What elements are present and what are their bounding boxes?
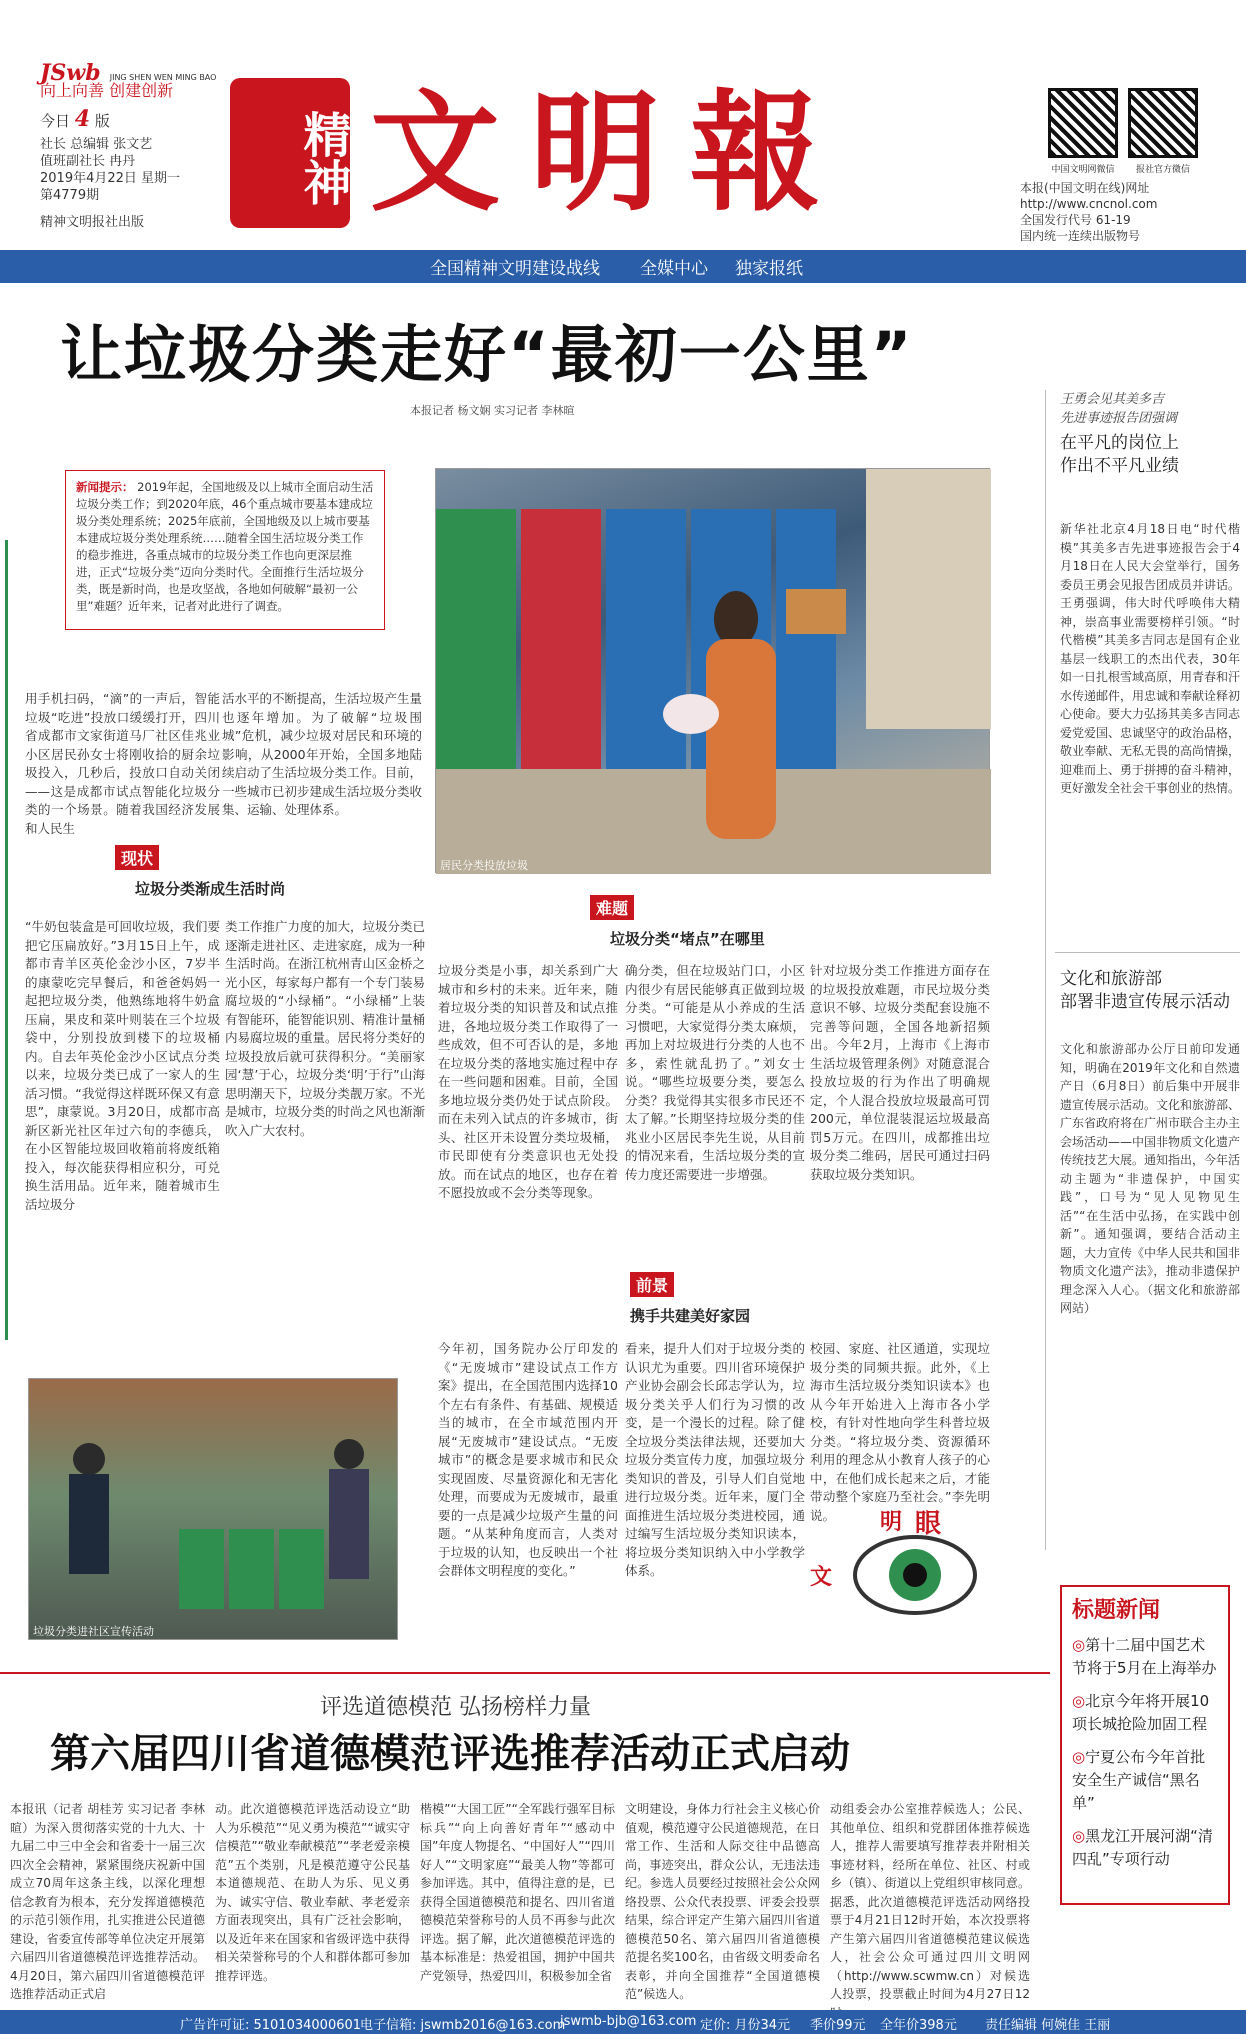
publisher: 精神文明报社出版 bbox=[40, 215, 145, 230]
brand-short: JSwb bbox=[40, 60, 101, 86]
masthead-right-info: 本报(中国文明在线)网址 http://www.cncnol.com 全国发行代号 61-19 国内统一连续出版物号 bbox=[1020, 181, 1158, 243]
today-pages: 今日 4 版 bbox=[40, 106, 110, 132]
slogan: 向上向善 创建创新 bbox=[40, 81, 174, 100]
footer-price-month: 定价: 月份34元 bbox=[700, 2018, 791, 2033]
headline-news-item[interactable]: ◎ 第十二届中国艺术节将于5月在上海举办 bbox=[1072, 1634, 1218, 1680]
bottom-headline: 第六届四川省道德模范评选推荐活动正式启动 bbox=[50, 1731, 850, 1777]
nav-item-3[interactable]: 独家报纸 bbox=[735, 259, 803, 279]
section-xianzhuang bbox=[115, 845, 285, 899]
bottom-column-3: 楷模”“大国工匠”“全军践行强军目标标兵”“向上向善好青年”“感动中国”年度人物提名、“中国好人”“四川好人”“文明家庭”“最美人物”等都可参加评选。其中，值得注意的是，已获得全国道德模范和提名、四川省道德模范荣誉称号的人员不再参与此次评选。据了解，此次道德模范评选的基本标准是：热爱祖国，拥护中国共产党领导，热爱四川，积极参加全省 bbox=[420, 1802, 615, 1983]
eye-label-2: 眼 bbox=[915, 1509, 942, 1539]
tip-text: 2019年起，全国地级及以上城市全面启动生活垃圾分类工作；到2020年底，46个重点城市要基本建成垃圾分类处理系统；2025年底前，全国地级及以上城市要基本建成垃圾分类处理系统……随着全国生活垃圾分类工作的稳步推进，各重点城市的垃圾分类工作也向更深层推进，正式“垃圾分类”迈向分类时代。全面推行生活垃圾分类，既是新时尚，也是攻坚战，各地如何破解“最初一公里”难题？近年来，记者对此进行了调查。 bbox=[76, 480, 374, 613]
eye-pupil bbox=[903, 1563, 927, 1587]
masthead-logo bbox=[230, 58, 970, 248]
footer-editors: 责任编辑 何婉佳 王丽 bbox=[985, 2018, 1111, 2033]
footer-price-quarter: 季价99元 bbox=[810, 2018, 866, 2033]
wenming-eye-logo bbox=[800, 1505, 990, 1635]
bottom-story-rule bbox=[0, 1672, 1050, 1674]
sec3-column-2: 看来，提升人们对于垃圾分类的认识尤为重要。四川省环境保护产业协会副会长邱志学认为，垃圾分类关乎人们行为习惯的改变，是一个漫长的过程。除了健全垃圾分类法律法规，还要加大垃圾分类宣传力度，加强垃圾分类知识的普及，引导人们自觉地进行垃圾分类。近年来，厦门全面推进生活垃圾分类进校园，通过编写生活垃圾分类知识读本，将垃圾分类知识纳入中小学教学体系。 bbox=[625, 1341, 805, 1578]
sec2-column-3: 针对垃圾分类工作推进方面存在的垃圾投放难题，市民垃圾分类意识不够、垃圾分类配套设施不完善等问题，全国各地新招频出。今年2月，上海市《上海市生活垃圾管理条例》对随意混合投放垃圾的行为作出了明确规定，个人混合投放垃圾最高可罚200元，单位混装混运垃圾最高罚5万元。在四川，成都推出垃圾分类二维码，居民可通过扫码获取垃圾分类知识。 bbox=[810, 963, 990, 1182]
logo-title: 文明報 bbox=[370, 76, 851, 229]
headline-news-box bbox=[1060, 1585, 1230, 1905]
news-tip-box bbox=[65, 470, 385, 630]
bottom-column-1: 本报讯（记者 胡桂芳 实习记者 李林暄）为深入贯彻落实党的十九大、十九届二中三中全会和省委十一届三次四次全会精神，紧紧围绕庆祝新中国成立70周年这条主线，以深化理想信念教育为根本，充分发挥道德模范的示范引领作用，扎实推进公民道德建设，省委宣传部等单位决定开展第六届四川省道德模范评选推荐活动。4月20日，第六届四川省道德模范评选推荐活动正式启 bbox=[10, 1802, 205, 2001]
green-accent-rule bbox=[5, 540, 8, 1340]
bottom-column-4: 文明建设，身体力行社会主义核心价值观，模范遵守公民道德规范，在日常工作、生活和人际交往中品德高尚，事迹突出，群众公认，无违法违纪。参选人员要经过按照社会公众网络投票、公众代表投票、评委会投票结果，综合评定产生第六届四川省道德模范50名、第六届四川省道德模范提名奖100名，由省级文明委命名表彰，并向全国推荐“全国道德模范”候选人。 bbox=[625, 1802, 820, 2001]
section-title: 垃圾分类渐成生活时尚 bbox=[135, 880, 286, 898]
photo-sorting-bins bbox=[435, 468, 990, 873]
intro-column-1: 用手机扫码，“滴”的一声后，智能垃圾“吃进”投放口缓缓打开，四川省成都市文家街道马厂社区佳兆业小区居民孙女士将刚收拾的厨余垃圾投入，几秒后，投放口自动关闭——这是成都市试点智能化垃圾分类的一个场景。随着我国经济发展和人民生 bbox=[25, 691, 220, 836]
issue-number: 第4779期 bbox=[40, 188, 100, 203]
sec3-column-1: 今年初，国务院办公厅印发的《“无废城市”建设试点工作方案》提出，在全国范围内选择10个左右有条件、有基础、规模适当的城市，在全市域范围内开展“无废城市”建设试点。“无废城市”的概念是要求城市和民众实现固废、尽量资源化和无害化处理，而要成为无废城市，最重要的一点是减少垃圾产生量的问题。“从某种角度而言，人类对于垃圾的认知，也反映出一个社会群体文明程度的变化。” bbox=[438, 1341, 618, 1578]
right-column-divider bbox=[1045, 390, 1046, 1550]
sec2-column-2: 确分类，但在垃圾站门口，小区内很少有居民能够真正做到垃圾分类。“可能是从小养成的生活习惯吧，大家觉得分类太麻烦，再加上对垃圾进行分类的人也不多，索性就乱扔了。”刘女士说。“哪些垃圾要分类，要怎么分类？我觉得其实很多市民还不太了解。”长期坚持垃圾分类的佳兆业小区居民李先生说，从目前的情况来看，生活垃圾分类的宣传力度还需要进一步增强。 bbox=[625, 963, 805, 1182]
story-qimei-duoji: 王勇会见其美多吉 先进事迹报告团强调 在平凡的岗位上 作出不平凡业绩 bbox=[1060, 392, 1179, 476]
masthead-nav-bar bbox=[0, 250, 1246, 280]
masthead-info bbox=[40, 82, 210, 231]
headline-news-title: 标题新闻 bbox=[1072, 1597, 1161, 1623]
nav-item-2[interactable]: 全媒中心 bbox=[640, 259, 708, 279]
intro-column-2: 活水平的不断提高，生活垃圾产生量也逐年增加。为了破解“垃圾围城”危机，减少垃圾对居民和环境的影响，从2000年开始，全国多地陆续启动了生活垃圾分类工作。目前，一些城市已初步建成生活垃圾分类收集、运输、处理体系。 bbox=[222, 691, 423, 817]
logo-seal-text: 精神 bbox=[295, 110, 351, 206]
headline-news-item[interactable]: ◎ 宁夏公布今年首批安全生产诚信“黑名单” bbox=[1072, 1746, 1218, 1815]
headline-news-item[interactable]: ◎ 北京今年将开展10项长城抢险加固工程 bbox=[1072, 1690, 1218, 1736]
story2-body: 文化和旅游部办公厅日前印发通知，明确在2019年文化和自然遗产日（6月8日）前后集中开展非遗宣传展示活动。文化和旅游部、广东省政府将在广州市联合主办主会场活动——中国非物质文化遗产传统技艺大展。通知指出，今年活动主题为“非遗保护，中国实践”，口号为“见人见物见生活”“在生活中弘扬，在实践中创新”。通知强调，要结合活动主题，大力宣传《中华人民共和国非物质文化遗产法》，推动非遗保护理念深入人心。（据文化和旅游部网站） bbox=[1060, 1042, 1241, 1315]
editor-line-2: 值班副社长 冉丹 bbox=[40, 154, 136, 169]
photo2-caption: 垃圾分类进社区宣传活动 bbox=[33, 1625, 154, 1638]
tip-label: 新闻提示： bbox=[76, 480, 134, 494]
sec1-column-2: 类工作推广力度的加大，垃圾分类已逐渐走进社区、走进家庭，成为一种生活时尚。在浙江杭州青山区金桥之光小区，每家每户都有一个专门装易腐垃圾的“小绿桶”。“小绿桶”上装有智能环，能智能识别、精准计量桶内易腐垃圾的重量。居民将分类好的垃圾投放后就可获得积分。“美丽家园‘慧’于心，垃圾分类‘明’于行”山海思明潮天下，垃圾分类靓万家。不光是城市，垃圾分类的时尚之风也渐渐吹入广大农村。 bbox=[225, 919, 426, 1138]
footer-email-2: jswmb-bjb@163.com bbox=[560, 2014, 697, 2029]
right-divider-1 bbox=[1055, 952, 1240, 953]
section-tag: 现状 bbox=[115, 845, 159, 870]
section-qianjing: 前景 携手共建美好家园 bbox=[630, 1272, 750, 1326]
sec2-column-1: 垃圾分类是小事，却关系到广大城市和乡村的未来。近年来，随着垃圾分类的知识普及和试点推进，各地垃圾分类工作取得了一些成效，但不可否认的是，多地在垃圾分类的落地实施过程中存在一些问题和困难。目前，全国多地垃圾分类仍处于试点阶段。而在未列入试点的许多城市，街头、社区开未设置分类垃圾桶，市民即使有分类意识也无处投放。而在试点的地区，也存在着不愿投放或不会分类等现象。 bbox=[438, 963, 618, 1200]
sec1-column-1: “牛奶包装盒是可回收垃圾，我们要把它压扁放好。”3月15日上午，成都市青羊区英伦金沙小区，7岁半的康蒙吃完早餐后，和爸爸妈妈一起把垃圾分类，他熟练地将牛奶盒压扁，果皮和菜叶则装在三个垃圾袋中，分别投放到楼下的垃圾桶内。自去年英伦金沙小区试点分类以来，垃圾分类已成了一家人的生活习惯。“我觉得这样既环保又有意思”，康蒙说。3月20日，成都市高新区新光社区年过六旬的李德兵，在小区智能垃圾回收箱前将废纸箱投入，每次能获得相应积分，可兑换生活用品。近年来，随着城市生活垃圾分 bbox=[25, 919, 220, 1212]
section-nanti: 难题 垃圾分类“堵点”在哪里 bbox=[590, 895, 765, 949]
brand-pinyin: JING SHEN WEN MING BAO bbox=[109, 73, 217, 82]
eye-label-3: 文 bbox=[810, 1565, 833, 1590]
editor-line-1: 社长 总编辑 张文艺 bbox=[40, 137, 153, 152]
eye-label-1: 明 bbox=[880, 1510, 903, 1535]
headline-news-list bbox=[1062, 1630, 1228, 1885]
lead-byline: 本报记者 杨文娴 实习记者 李林暄 bbox=[410, 404, 575, 417]
lead-headline: 让垃圾分类走好“最初一公里” bbox=[60, 318, 914, 391]
bottom-column-2: 动。此次道德模范评选活动设立“助人为乐模范”“见义勇为模范”“诚实守信模范”“敬业奉献模范”“孝老爱亲模范”五个类别，凡是模范遵守公民基本道德规范、在助人为乐、见义勇为、诚实守信、敬业奉献、孝老爱亲方面表现突出，具有广泛社会影响，以及近年来在国家和省级评选中获得相关荣誉称号的个人和群体都可参加推荐评选。 bbox=[215, 1802, 410, 1983]
story1-body: 新华社北京4月18日电“时代楷模”其美多吉先进事迹报告会于4月18日在人民大会堂举行，国务委员王勇会见报告团成员并讲话。王勇强调，伟大时代呼唤伟大精神，崇高事业需要榜样引领。“时代楷模”其美多吉同志是国有企业基层一线职工的杰出代表，30年如一日扎根雪域高原，用青春和汗水传递邮件，用忠诚和奉献诠释初心使命。要大力弘扬其美多吉同志爱党爱国、忠诚坚守的政治品格，敬业奉献、无私无畏的高尚情操，迎难而上、勇于拼搏的奋斗精神，更好激发全社会干事创业的热情。 bbox=[1060, 522, 1241, 795]
qr-code-2: 报社官方微信 bbox=[1128, 88, 1198, 175]
bottom-column-5: 动组委会办公室推荐候选人；公民、其他单位、组织和党群团体推荐候选人，推荐人需要填写推荐表并附相关事迹材料，经所在单位、社区、村或乡（镇）、街道以上党组织审核同意。据悉，此次道德模范评选活动网络投票于4月21日12时开始，本次投票将产生第六届四川省道德模范建议候选人，社会公众可通过四川文明网（http://www.scwmw.cn）对候选人投票，投票截止时间为4月27日12 bbox=[830, 1802, 1030, 2001]
footer-price-year: 全年价398元 bbox=[880, 2018, 957, 2033]
nav-item-1[interactable]: 全国精神文明建设战线 bbox=[430, 259, 600, 279]
photo1-caption: 居民分类投放垃圾 bbox=[440, 859, 528, 872]
footer-ad-license: 广告许可证: 5101034000601 bbox=[180, 2018, 362, 2033]
date-line: 2019年4月22日 星期一 bbox=[40, 171, 181, 186]
headline-news-item[interactable]: ◎ 黑龙江开展河湖“清四乱”专项行动 bbox=[1072, 1825, 1218, 1871]
bottom-kicker: 评选道德模范 弘扬榜样力量 bbox=[320, 1695, 591, 1720]
photo-community-event bbox=[28, 1378, 398, 1640]
sec3-column-3: 校园、家庭、社区通道，实现垃圾分类的同频共振。此外，《上海市生活垃圾分类知识读本》也从今年开始进入上海市各小学校，有针对性地向学生科普垃圾分类。“将垃圾分类、资源循环利用的理念从小教育人孩子的心中，在他们成长起来之后，才能带动整个家庭乃至社会。”李先明说。 bbox=[810, 1341, 990, 1523]
masthead-rule bbox=[0, 280, 1246, 283]
story-feiyi: 文化和旅游部 部署非遗宣传展示活动 bbox=[1060, 969, 1230, 1012]
qr-code-1: 中国文明网微信 bbox=[1048, 88, 1118, 175]
footer-email-1: 电子信箱: jswmb2016@163.com bbox=[360, 2018, 566, 2033]
footer-bar bbox=[0, 2010, 1246, 2034]
